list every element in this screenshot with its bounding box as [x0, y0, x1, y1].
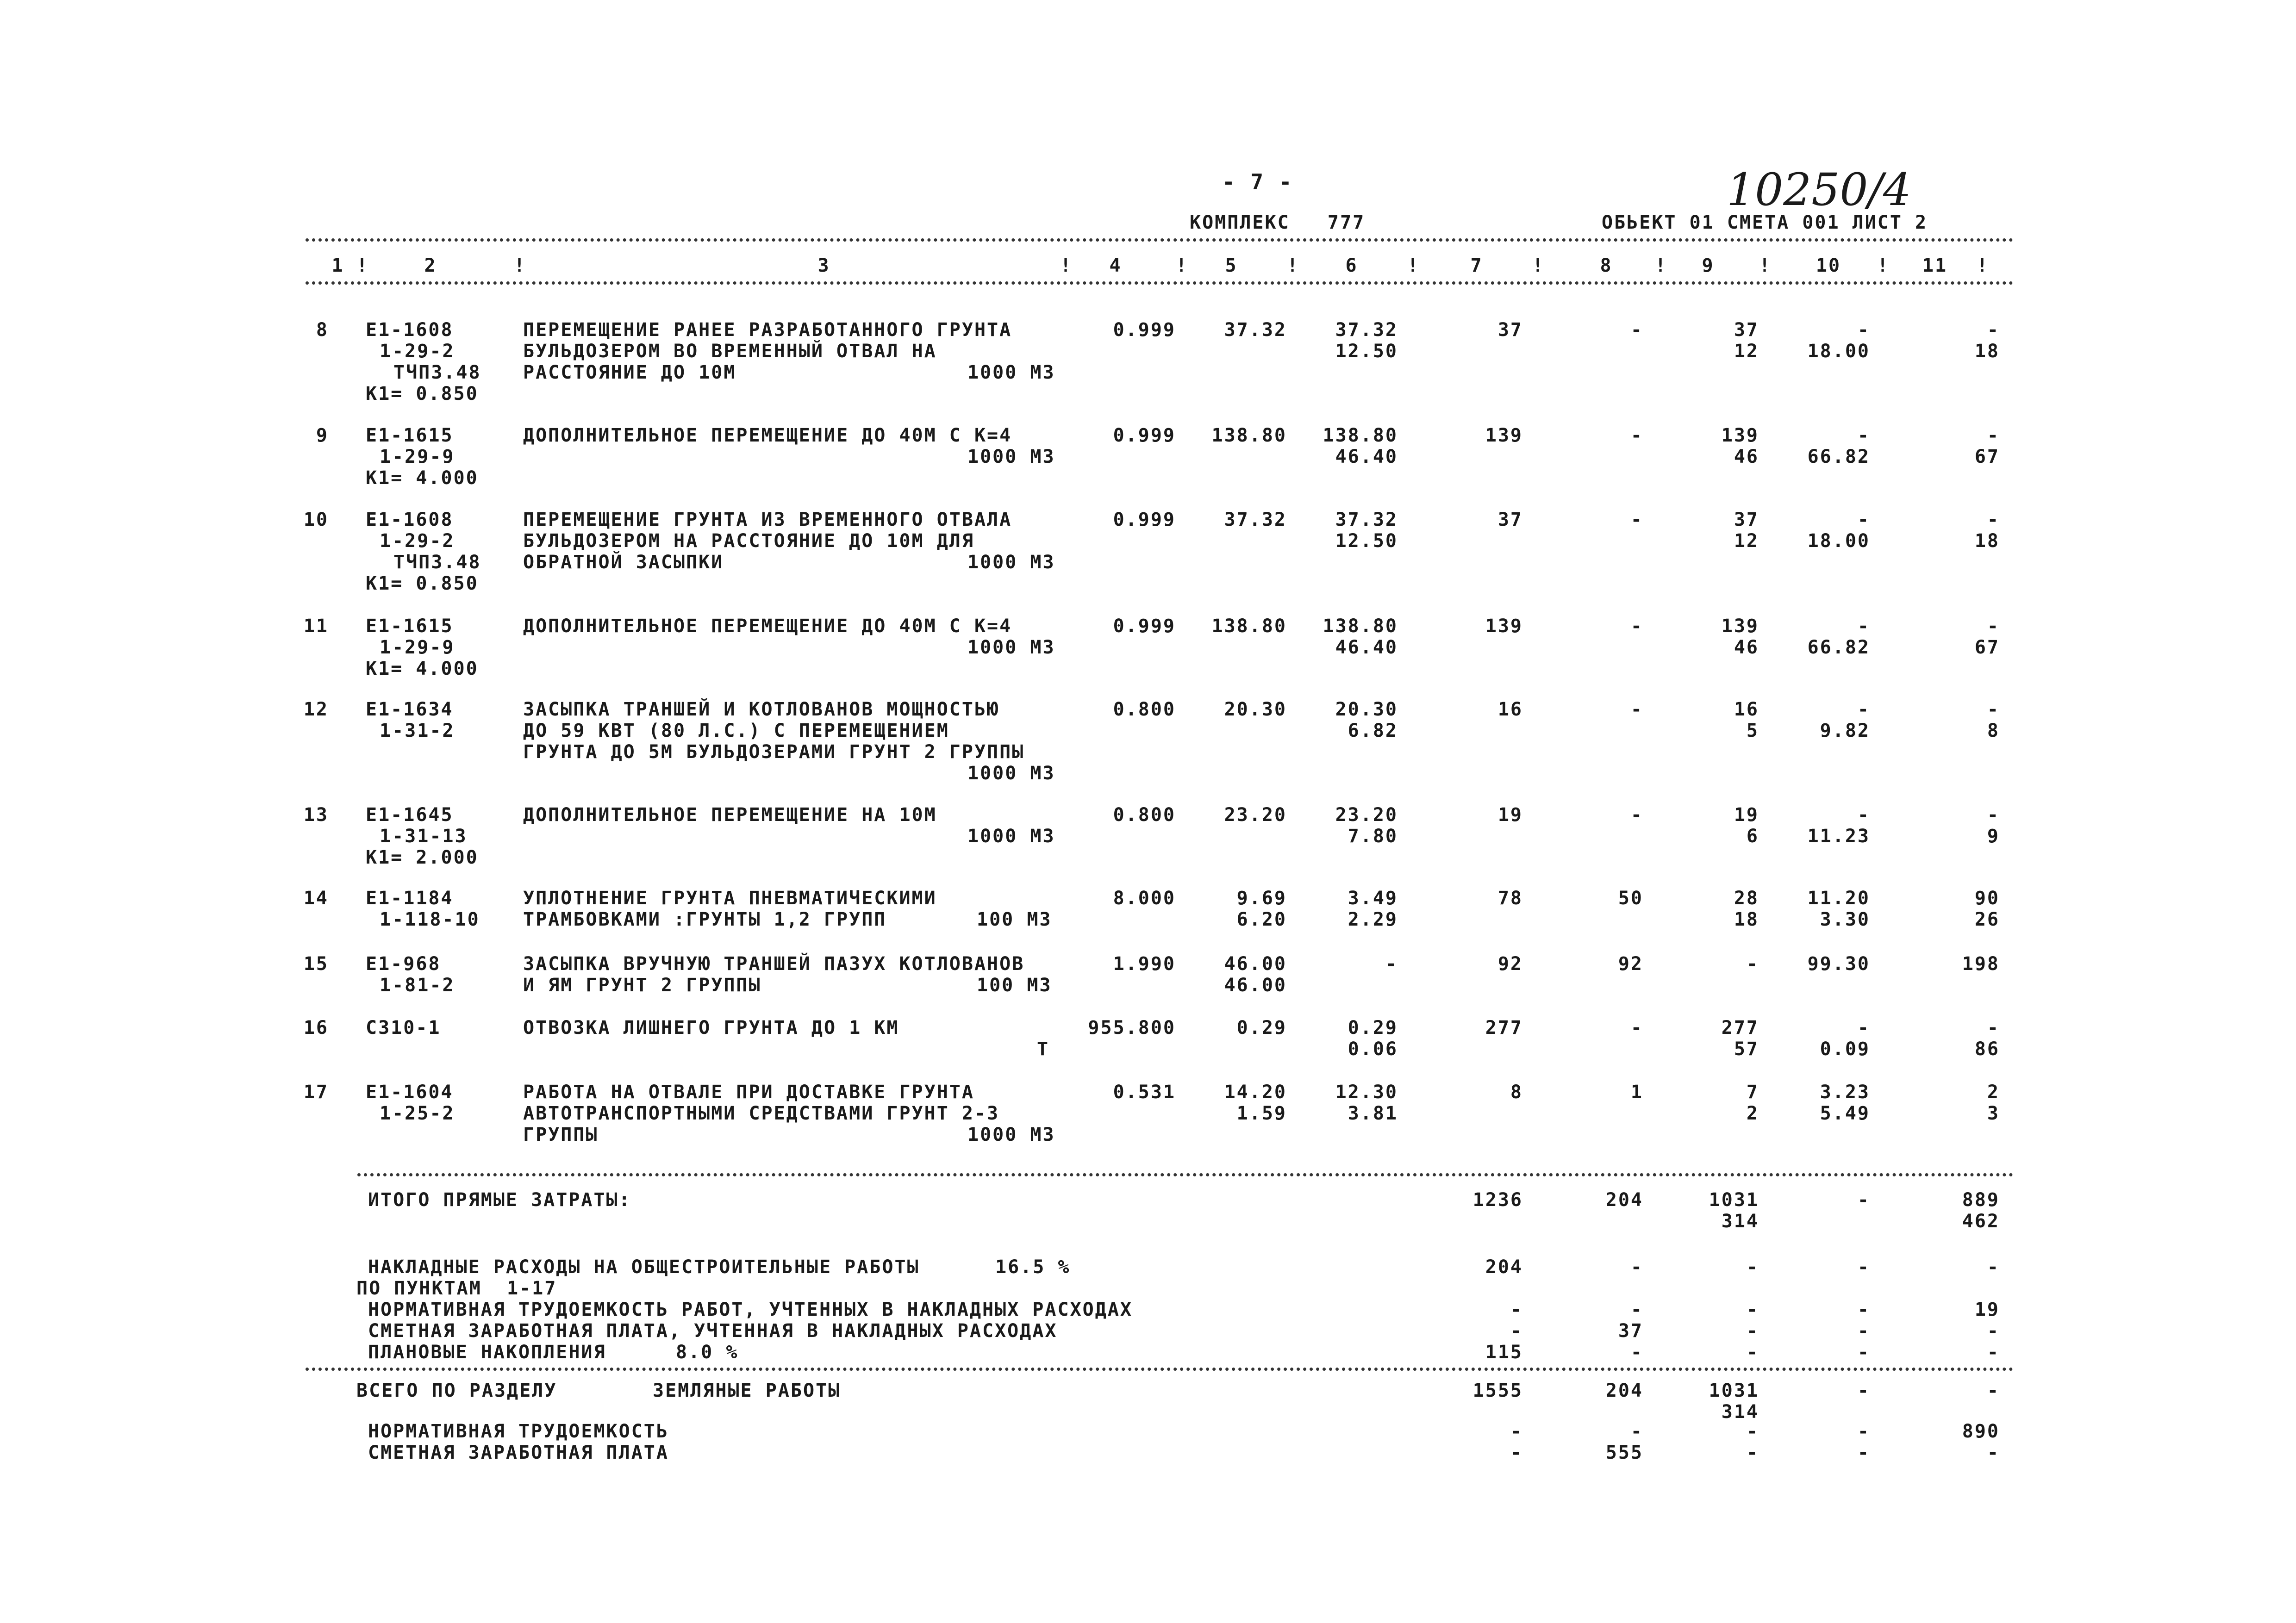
- direct-c8: 204: [1605, 1189, 1643, 1211]
- work-description: ТРАМБОВКАМИ :ГРУНТЫ 1,2 ГРУПП: [523, 909, 887, 930]
- c5-value: 37.32: [1224, 509, 1287, 530]
- direct-c11: 889: [1962, 1189, 2000, 1211]
- ln-c8: -: [1630, 1421, 1643, 1442]
- norm-code: К1= 2.000: [366, 847, 479, 868]
- c8-value: -: [1630, 509, 1643, 530]
- c6-value: 37.32: [1335, 319, 1398, 341]
- c10-value: -: [1857, 699, 1870, 720]
- overhead-pct: 16.5 %: [995, 1256, 1071, 1278]
- c11-value: 26: [1974, 909, 2000, 930]
- work-description: ДОПОЛНИТЕЛЬНОЕ ПЕРЕМЕЩЕНИЕ ДО 40М С К=4: [523, 425, 1012, 446]
- ps-c9: -: [1746, 1342, 1759, 1363]
- w-c7: -: [1510, 1442, 1523, 1463]
- c6-value: 3.49: [1348, 888, 1398, 909]
- object-estimate-sheet: ОБЬЕКТ 01 СМЕТА 001 ЛИСТ 2: [1602, 212, 1928, 233]
- c9-value: 12: [1734, 341, 1759, 362]
- c10-value: 3.30: [1820, 909, 1870, 930]
- overhead-c7: 204: [1485, 1256, 1523, 1278]
- work-description: ПЕРЕМЕЩЕНИЕ ГРУНТА ИЗ ВРЕМЕННОГО ОТВАЛА: [523, 509, 1012, 530]
- items-range: ПО ПУНКТАМ 1-17: [356, 1278, 557, 1299]
- c10-value: -: [1857, 804, 1870, 826]
- c8-value: -: [1630, 804, 1643, 826]
- col-header: 11: [1922, 255, 1948, 276]
- c9-value: 28: [1734, 888, 1759, 909]
- w-c11: -: [1987, 1442, 2000, 1463]
- work-description: ПЕРЕМЕЩЕНИЕ РАНЕЕ РАЗРАБОТАННОГО ГРУНТА: [523, 319, 1012, 341]
- c10-value: -: [1857, 616, 1870, 637]
- quantity: 0.999: [1113, 616, 1176, 637]
- c10-value: 9.82: [1820, 720, 1870, 741]
- work-description: АВТОТРАНСПОРТНЫМИ СРЕДСТВАМИ ГРУНТ 2-3: [523, 1103, 1000, 1124]
- row-number: 9: [316, 425, 329, 446]
- handwritten-number: 10250/4: [1727, 164, 1911, 216]
- norm-code: Е1-1634: [366, 699, 454, 720]
- direct-c9-wage: 314: [1721, 1211, 1759, 1232]
- c6-value: 20.30: [1335, 699, 1398, 720]
- norm-code: Е1-1608: [366, 319, 454, 341]
- c10-value: -: [1857, 319, 1870, 341]
- column-divider-marks: !: [1060, 255, 1073, 276]
- overhead-c11: -: [1987, 1256, 2000, 1278]
- c6-value: 2.29: [1348, 909, 1398, 930]
- section-name: ЗЕМЛЯНЫЕ РАБОТЫ: [653, 1380, 841, 1401]
- norm-code: К1= 0.850: [366, 573, 479, 594]
- c6-value: 138.80: [1323, 616, 1398, 637]
- c10-value: 11.23: [1807, 826, 1870, 847]
- row-number: 15: [303, 953, 329, 975]
- norm-code: Е1-1615: [366, 425, 454, 446]
- work-description: ДОПОЛНИТЕЛЬНОЕ ПЕРЕМЕЩЕНИЕ ДО 40М С К=4: [523, 616, 1012, 637]
- section-c9: 1031: [1709, 1380, 1759, 1401]
- col-header: 7: [1470, 255, 1483, 276]
- c10-value: -: [1857, 1017, 1870, 1038]
- labor-norm-overhead-label: НОРМАТИВНАЯ ТРУДОЕМКОСТЬ РАБОТ, УЧТЕННЫХ В НАКЛАДНЫХ РАСХОДАХ: [368, 1299, 1133, 1320]
- section-c7: 1555: [1472, 1380, 1523, 1401]
- unit-of-measure: 1000 М3: [967, 1124, 1055, 1145]
- column-divider-marks: !: [1407, 255, 1420, 276]
- column-divider-marks: !: [514, 255, 527, 276]
- c8-value: -: [1630, 699, 1643, 720]
- overhead-c9: -: [1746, 1256, 1759, 1278]
- work-description: ДОПОЛНИТЕЛЬНОЕ ПЕРЕМЕЩЕНИЕ НА 10М: [523, 804, 937, 826]
- col-header: 5: [1225, 255, 1238, 276]
- c8-value: 92: [1618, 953, 1643, 975]
- norm-code: 1-29-9: [380, 637, 455, 658]
- wo-c7: -: [1510, 1320, 1523, 1342]
- c11-value: 2: [1987, 1082, 2000, 1103]
- row-number: 16: [303, 1017, 329, 1038]
- norm-code: Е1-1645: [366, 804, 454, 826]
- work-description: РАССТОЯНИЕ ДО 10М: [523, 362, 736, 383]
- row-number: 13: [303, 804, 329, 826]
- column-divider-marks: !: [1759, 255, 1772, 276]
- c5-value: 20.30: [1224, 699, 1287, 720]
- header-separator-bottom: [306, 281, 2014, 285]
- c9-value: 2: [1746, 1103, 1759, 1124]
- c6-value: 3.81: [1348, 1103, 1398, 1124]
- direct-c9: 1031: [1709, 1189, 1759, 1211]
- c6-value: 46.40: [1335, 637, 1398, 658]
- quantity: 0.800: [1113, 804, 1176, 826]
- c7-value: 92: [1497, 953, 1523, 975]
- c6-value: 12.50: [1335, 341, 1398, 362]
- c5-value: 138.80: [1211, 616, 1287, 637]
- norm-code: 1-29-2: [380, 530, 455, 552]
- c6-value: 12.30: [1335, 1082, 1398, 1103]
- unit-of-measure: 1000 М3: [967, 826, 1055, 847]
- c8-value: -: [1630, 319, 1643, 341]
- c10-value: -: [1857, 509, 1870, 530]
- column-divider-marks: !: [1977, 255, 1990, 276]
- norm-code: Е1-1184: [366, 888, 454, 909]
- row-number: 10: [303, 509, 329, 530]
- c8-value: -: [1630, 616, 1643, 637]
- c7-value: 19: [1497, 804, 1523, 826]
- c11-value: 198: [1962, 953, 2000, 975]
- c9-value: 19: [1734, 804, 1759, 826]
- wo-c10: -: [1857, 1320, 1870, 1342]
- c10-value: 66.82: [1807, 446, 1870, 467]
- unit-of-measure: Т: [1037, 1038, 1050, 1060]
- ln-c10: -: [1857, 1421, 1870, 1442]
- norm-code: 1-25-2: [380, 1103, 455, 1124]
- c7-value: 139: [1485, 616, 1523, 637]
- quantity: 0.999: [1113, 319, 1176, 341]
- quantity: 0.800: [1113, 699, 1176, 720]
- c10-value: 3.23: [1820, 1082, 1870, 1103]
- column-divider-marks: !: [1532, 255, 1545, 276]
- wage-label: СМЕТНАЯ ЗАРАБОТНАЯ ПЛАТА: [368, 1442, 669, 1463]
- direct-costs-label: ИТОГО ПРЯМЫЕ ЗАТРАТЫ:: [368, 1189, 631, 1211]
- work-description: ОБРАТНОЙ ЗАСЫПКИ: [523, 552, 724, 573]
- overhead-c8: -: [1630, 1256, 1643, 1278]
- c9-value: 46: [1734, 446, 1759, 467]
- lno-c9: -: [1746, 1299, 1759, 1320]
- section-c10: -: [1857, 1380, 1870, 1401]
- norm-code: 1-31-13: [380, 826, 468, 847]
- work-description: ДО 59 КВТ (80 Л.С.) С ПЕРЕМЕЩЕНИЕМ: [523, 720, 949, 741]
- w-c8: 555: [1605, 1442, 1643, 1463]
- c6-value: 12.50: [1335, 530, 1398, 552]
- c9-value: 46: [1734, 637, 1759, 658]
- work-description: РАБОТА НА ОТВАЛЕ ПРИ ДОСТАВКЕ ГРУНТА: [523, 1082, 974, 1103]
- work-description: БУЛЬДОЗЕРОМ ВО ВРЕМЕННЫЙ ОТВАЛ НА: [523, 341, 937, 362]
- complex-label: КОМПЛЕКС 777: [1190, 212, 1366, 233]
- unit-of-measure: 1000 М3: [967, 446, 1055, 467]
- column-divider-marks: !: [1176, 255, 1189, 276]
- wo-c8: 37: [1618, 1320, 1643, 1342]
- c5-value: 46.00: [1224, 975, 1287, 996]
- c11-value: -: [1987, 699, 2000, 720]
- norm-code: 1-118-10: [380, 909, 480, 930]
- c6-value: 7.80: [1348, 826, 1398, 847]
- c11-value: 18: [1974, 530, 2000, 552]
- column-divider-marks: !: [1655, 255, 1668, 276]
- totals-separator: [357, 1173, 2014, 1176]
- c11-value: 9: [1987, 826, 2000, 847]
- quantity: 0.999: [1113, 425, 1176, 446]
- column-divider-marks: !: [1877, 255, 1890, 276]
- section-c8: 204: [1605, 1380, 1643, 1401]
- c8-value: 1: [1630, 1082, 1643, 1103]
- page-number: - 7 -: [1222, 169, 1293, 194]
- c5-value: 6.20: [1236, 909, 1287, 930]
- c7-value: 16: [1497, 699, 1523, 720]
- norm-code: К1= 4.000: [366, 467, 479, 489]
- c9-value: 16: [1734, 699, 1759, 720]
- c6-value: 46.40: [1335, 446, 1398, 467]
- unit-of-measure: 100 М3: [977, 975, 1052, 996]
- c11-value: 90: [1974, 888, 2000, 909]
- c5-value: 1.59: [1236, 1103, 1287, 1124]
- c5-value: 46.00: [1224, 953, 1287, 975]
- c10-value: -: [1857, 425, 1870, 446]
- c10-value: 5.49: [1820, 1103, 1870, 1124]
- work-description: ОТВОЗКА ЛИШНЕГО ГРУНТА ДО 1 КМ: [523, 1017, 899, 1038]
- work-description: УПЛОТНЕНИЕ ГРУНТА ПНЕВМАТИЧЕСКИМИ: [523, 888, 937, 909]
- norm-code: Е1-968: [366, 953, 441, 975]
- ps-c7: 115: [1485, 1342, 1523, 1363]
- planned-savings-label: ПЛАНОВЫЕ НАКОПЛЕНИЯ: [368, 1342, 606, 1363]
- ln-c9: -: [1746, 1421, 1759, 1442]
- c10-value: 18.00: [1807, 341, 1870, 362]
- c7-value: 277: [1485, 1017, 1523, 1038]
- c6-value: 23.20: [1335, 804, 1398, 826]
- row-number: 17: [303, 1082, 329, 1103]
- work-description: ГРУНТА ДО 5М БУЛЬДОЗЕРАМИ ГРУНТ 2 ГРУППЫ: [523, 741, 1025, 763]
- norm-code: Е1-1604: [366, 1082, 454, 1103]
- norm-code: К1= 4.000: [366, 658, 479, 679]
- c7-value: 37: [1497, 509, 1523, 530]
- ln-c7: -: [1510, 1421, 1523, 1442]
- norm-code: 1-29-2: [380, 341, 455, 362]
- column-divider-marks: !: [356, 255, 369, 276]
- overhead-c10: -: [1857, 1256, 1870, 1278]
- ps-c8: -: [1630, 1342, 1643, 1363]
- norm-code: С310-1: [366, 1017, 441, 1038]
- row-number: 8: [316, 319, 329, 341]
- c11-value: 67: [1974, 446, 2000, 467]
- direct-c11-2: 462: [1962, 1211, 2000, 1232]
- c9-value: 37: [1734, 509, 1759, 530]
- c11-value: -: [1987, 616, 2000, 637]
- section-total-label: ВСЕГО ПО РАЗДЕЛУ: [356, 1380, 557, 1401]
- row-number: 12: [303, 699, 329, 720]
- col-header: 6: [1345, 255, 1358, 276]
- c11-value: 3: [1987, 1103, 2000, 1124]
- c9-value: 6: [1746, 826, 1759, 847]
- c11-value: -: [1987, 804, 2000, 826]
- c9-value: 18: [1734, 909, 1759, 930]
- norm-code: К1= 0.850: [366, 383, 479, 404]
- c8-value: -: [1630, 425, 1643, 446]
- planned-savings-pct: 8.0 %: [676, 1342, 739, 1363]
- c11-value: -: [1987, 425, 2000, 446]
- labor-norm-label: НОРМАТИВНАЯ ТРУДОЕМКОСТЬ: [368, 1421, 669, 1442]
- c9-value: 5: [1746, 720, 1759, 741]
- unit-of-measure: 100 М3: [977, 909, 1052, 930]
- col-header: 9: [1702, 255, 1715, 276]
- work-description: ГРУППЫ: [523, 1124, 599, 1145]
- norm-code: ТЧП3.48: [393, 552, 481, 573]
- quantity: 955.800: [1088, 1017, 1176, 1038]
- quantity: 1.990: [1113, 953, 1176, 975]
- c7-value: 8: [1510, 1082, 1523, 1103]
- unit-of-measure: 1000 М3: [967, 552, 1055, 573]
- c5-value: 9.69: [1236, 888, 1287, 909]
- col-header: 1: [331, 255, 344, 276]
- work-description: БУЛЬДОЗЕРОМ НА РАССТОЯНИЕ ДО 10М ДЛЯ: [523, 530, 974, 552]
- c5-value: 0.29: [1236, 1017, 1287, 1038]
- c9-value: 37: [1734, 319, 1759, 341]
- c9-value: 277: [1721, 1017, 1759, 1038]
- c11-value: -: [1987, 509, 2000, 530]
- c11-value: -: [1987, 319, 2000, 341]
- row-number: 11: [303, 616, 329, 637]
- work-description: ЗАСЫПКА ВРУЧНУЮ ТРАНШЕЙ ПАЗУХ КОТЛОВАНОВ: [523, 953, 1025, 975]
- section-c9-wage: 314: [1721, 1401, 1759, 1423]
- direct-c10: -: [1857, 1189, 1870, 1211]
- norm-code: 1-29-9: [380, 446, 455, 467]
- quantity: 0.531: [1113, 1082, 1176, 1103]
- work-description: ЗАСЫПКА ТРАНШЕЙ И КОТЛОВАНОВ МОЩНОСТЬЮ: [523, 699, 1000, 720]
- c9-value: -: [1746, 953, 1759, 975]
- ps-c11: -: [1987, 1342, 2000, 1363]
- c6-value: 0.29: [1348, 1017, 1398, 1038]
- c6-value: 0.06: [1348, 1038, 1398, 1060]
- lno-c8: -: [1630, 1299, 1643, 1320]
- norm-code: ТЧП3.48: [393, 362, 481, 383]
- c7-value: 78: [1497, 888, 1523, 909]
- col-header: 4: [1109, 255, 1122, 276]
- c6-value: 37.32: [1335, 509, 1398, 530]
- c11-value: 18: [1974, 341, 2000, 362]
- lno-c10: -: [1857, 1299, 1870, 1320]
- w-c9: -: [1746, 1442, 1759, 1463]
- ps-c10: -: [1857, 1342, 1870, 1363]
- c8-value: 50: [1618, 888, 1643, 909]
- c10-value: 99.30: [1807, 953, 1870, 975]
- c5-value: 138.80: [1211, 425, 1287, 446]
- c11-value: 8: [1987, 720, 2000, 741]
- norm-code: Е1-1615: [366, 616, 454, 637]
- c6-value: -: [1385, 953, 1398, 975]
- wo-c9: -: [1746, 1320, 1759, 1342]
- c7-value: 139: [1485, 425, 1523, 446]
- norm-code: Е1-1608: [366, 509, 454, 530]
- w-c10: -: [1857, 1442, 1870, 1463]
- c5-value: 14.20: [1224, 1082, 1287, 1103]
- c6-value: 6.82: [1348, 720, 1398, 741]
- lno-c11: 19: [1974, 1299, 2000, 1320]
- direct-c7: 1236: [1472, 1189, 1523, 1211]
- c10-value: 66.82: [1807, 637, 1870, 658]
- c10-value: 18.00: [1807, 530, 1870, 552]
- col-header: 8: [1600, 255, 1613, 276]
- c9-value: 57: [1734, 1038, 1759, 1060]
- c9-value: 139: [1721, 425, 1759, 446]
- unit-of-measure: 1000 М3: [967, 763, 1055, 784]
- quantity: 0.999: [1113, 509, 1176, 530]
- overhead-label: НАКЛАДНЫЕ РАСХОДЫ НА ОБЩЕСТРОИТЕЛЬНЫЕ РАБОТЫ: [368, 1256, 920, 1278]
- wo-c11: -: [1987, 1320, 2000, 1342]
- c10-value: 11.20: [1807, 888, 1870, 909]
- col-header: 3: [817, 255, 830, 276]
- c9-value: 12: [1734, 530, 1759, 552]
- c9-value: 7: [1746, 1082, 1759, 1103]
- lno-c7: -: [1510, 1299, 1523, 1320]
- c9-value: 139: [1721, 616, 1759, 637]
- c11-value: 67: [1974, 637, 2000, 658]
- c6-value: 138.80: [1323, 425, 1398, 446]
- c10-value: 0.09: [1820, 1038, 1870, 1060]
- column-divider-marks: !: [1287, 255, 1300, 276]
- col-header: 10: [1816, 255, 1841, 276]
- section-c11: -: [1987, 1380, 2000, 1401]
- c8-value: -: [1630, 1017, 1643, 1038]
- unit-of-measure: 1000 М3: [967, 637, 1055, 658]
- c11-value: 86: [1974, 1038, 2000, 1060]
- col-header: 2: [424, 255, 437, 276]
- ln-c11: 890: [1962, 1421, 2000, 1442]
- c5-value: 23.20: [1224, 804, 1287, 826]
- header-separator-top: [306, 238, 2014, 242]
- c5-value: 37.32: [1224, 319, 1287, 341]
- section-separator: [306, 1368, 2014, 1371]
- norm-code: 1-31-2: [380, 720, 455, 741]
- c11-value: -: [1987, 1017, 2000, 1038]
- norm-code: 1-81-2: [380, 975, 455, 996]
- row-number: 14: [303, 888, 329, 909]
- unit-of-measure: 1000 М3: [967, 362, 1055, 383]
- work-description: И ЯМ ГРУНТ 2 ГРУППЫ: [523, 975, 761, 996]
- quantity: 8.000: [1113, 888, 1176, 909]
- wage-overhead-label: СМЕТНАЯ ЗАРАБОТНАЯ ПЛАТА, УЧТЕННАЯ В НАКЛАДНЫХ РАСХОДАХ: [368, 1320, 1058, 1342]
- c7-value: 37: [1497, 319, 1523, 341]
